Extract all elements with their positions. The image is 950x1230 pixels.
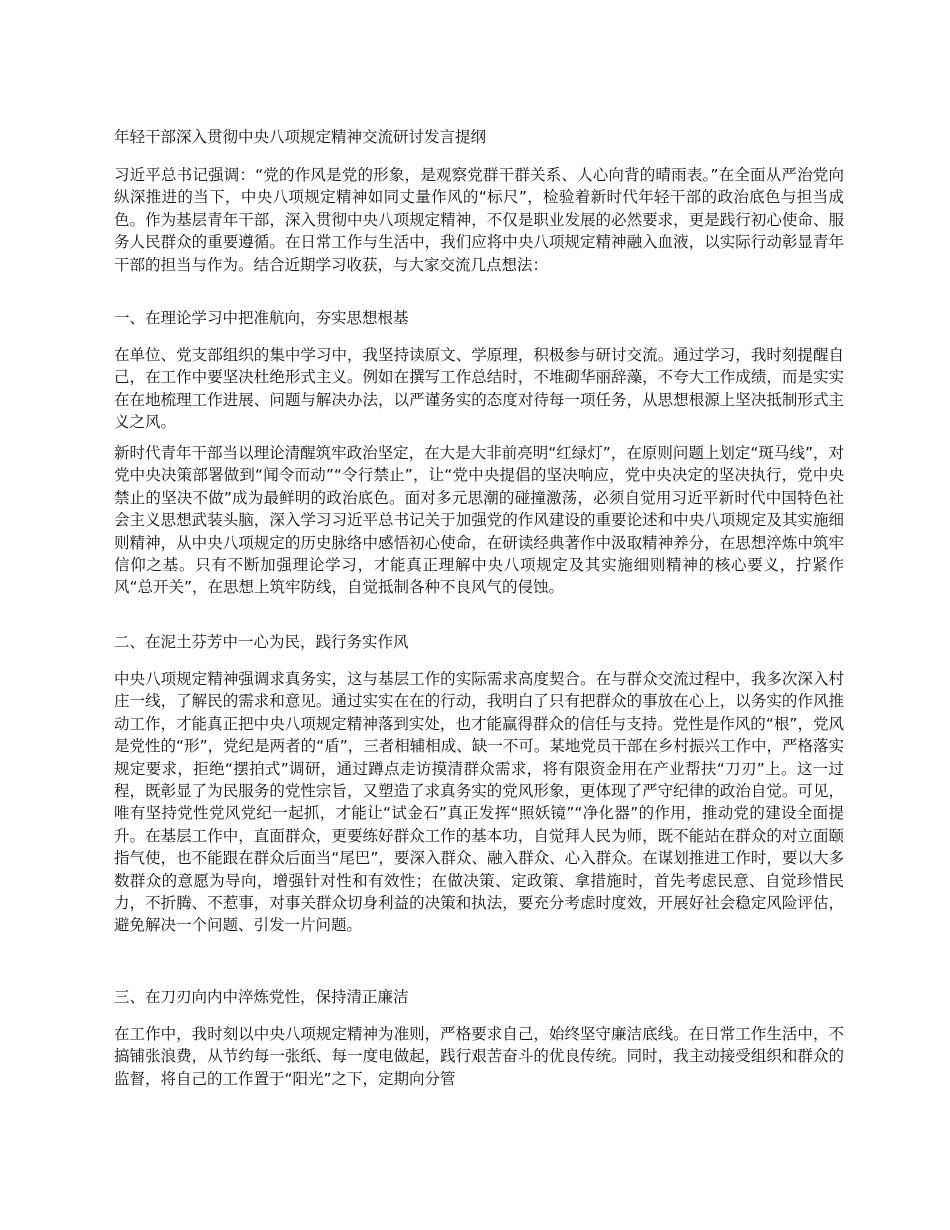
section-2-heading: 二、在泥土芬芳中一心为民，践行务实作风 (114, 633, 409, 651)
section-1-paragraph-2: 新时代青年干部当以理论清醒筑牢政治坚定，在大是大非前亮明“红绿灯”，在原则问题上划定“斑马线”，对党中央决策部署做到“闻令而动”“令行禁止”，让“党中央提倡的坚决响应，党中央决定的坚决执行，党中央禁止的坚决不做”成为最鲜明的政治底色。面对多元思潮的碰撞激荡，必须自觉用习近平新时代中国特色社会主义思想武装头脑，深入学习习近平总书记关于加强党的作风建设的重要论述和中央八项规定及其实施细则精神，从中央八项规定的历史脉络中感悟初心使命，在研读经典著作中汲取精神养分，在思想淬炼中筑牢信仰之基。只有不断加强理论学习，才能真正理解中央八项规定及其实施细则精神的核心要义，拧紧作风“总开关”，在思想上筑牢防线，自觉抵制各种不良风气的侵蚀。 (114, 444, 844, 597)
section-1-paragraph-1: 在单位、党支部组织的集中学习中，我坚持读原文、学原理，积极参与研讨交流。通过学习，我时刻提醒自己，在工作中要坚决杜绝形式主义。例如在撰写工作总结时，不堆砌华丽辞藻，不夸大工作成绩，而是实实在在地梳理工作进展、问题与解决办法，以严谨务实的态度对待每一项任务，从思想根源上坚决抵制形式主义之风。 (114, 346, 844, 432)
section-1-heading: 一、在理论学习中把准航向，夯实思想根基 (114, 309, 409, 327)
section-3-heading: 三、在刀刃向内中淬炼党性，保持清正廉洁 (114, 988, 409, 1006)
section-2-paragraph-1: 中央八项规定精神强调求真务实，这与基层工作的实际需求高度契合。在与群众交流过程中，我多次深入村庄一线，了解民的需求和意见。通过实实在在的行动，我明白了只有把群众的事放在心上，以务实的作风推动工作，才能真正把中央八项规定精神落到实处，也才能赢得群众的信任与支持。党性是作风的“根”，党风是党性的“形”，党纪是两者的“盾”，三者相辅相成、缺一不可。某地党员干部在乡村振兴工作中，严格落实规定要求，拒绝“摆拍式”调研，通过蹲点走访摸清群众需求，将有限资金用在产业帮扶“刀刃”上。这一过程，既彰显了为民服务的党性宗旨，又塑造了求真务实的党风形象，更体现了严守纪律的政治自觉。可见，唯有坚持党性党风党纪一起抓，才能让“试金石”真正发挥“照妖镜”“净化器”的作用，推动党的建设全面提升。在基层工作中，直面群众，更要练好群众工作的基本功，自觉拜人民为师，既不能站在群众的对立面颐指气使，也不能跟在群众后面当“尾巴”，要深入群众、融入群众、心入群众。在谋划推进工作时，要以大多数群众的意愿为导向，增强针对性和有效性；在做决策、定政策、拿措施时，首先考虑民意、自觉珍惜民力，不折腾、不惹事，对事关群众切身利益的决策和执法，要充分考虑时度效，开展好社会稳定风险评估，避免解决一个问题、引发一片问题。 (114, 670, 844, 935)
document-title: 年轻干部深入贯彻中央八项规定精神交流研讨发言提纲 (114, 128, 487, 146)
intro-paragraph: 习近平总书记强调：“党的作风是党的形象，是观察党群干群关系、人心向背的晴雨表。”在全面从严治党向纵深推进的当下，中央八项规定精神如同丈量作风的“标尺”，检验着新时代年轻干部的政治底色与担当成色。作为基层青年干部，深入贯彻中央八项规定精神，不仅是职业发展的必然要求，更是践行初心使命、服务人民群众的重要遵循。在日常工作与生活中，我们应将中央八项规定精神融入血液，以实际行动彰显青年干部的担当与作为。结合近期学习收获，与大家交流几点想法： (114, 166, 844, 274)
section-3-paragraph-1: 在工作中，我时刻以中央八项规定精神为准则，严格要求自己，始终坚守廉洁底线。在日常工作生活中，不搞铺张浪费，从节约每一张纸、每一度电做起，践行艰苦奋斗的优良传统。同时，我主动接受组织和群众的监督，将自己的工作置于“阳光”之下，定期向分管 (114, 1025, 844, 1088)
